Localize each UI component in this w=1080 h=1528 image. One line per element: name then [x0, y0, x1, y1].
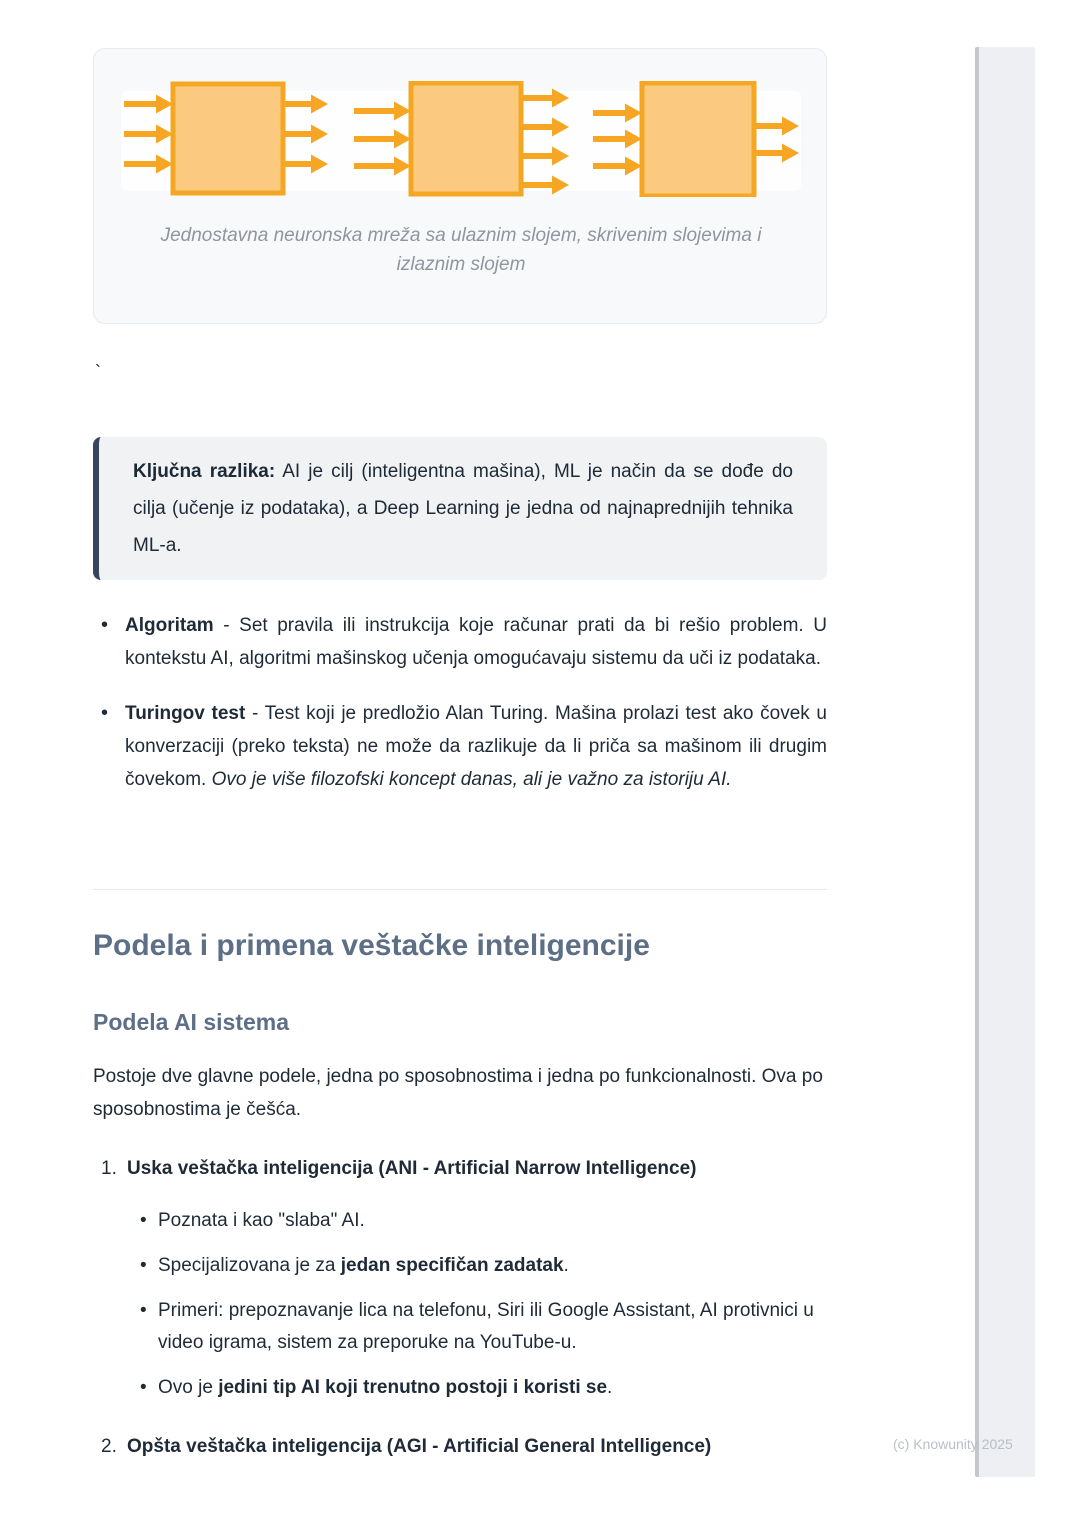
- ani-sublist: [93, 1205, 827, 1404]
- subsection-heading: Podela AI sistema: [93, 1009, 290, 1035]
- term-turingov-test-note: Ovo je više filozofski koncept danas, ali je važno za istoriju AI.: [211, 769, 732, 790]
- list-marker-1: 1.: [101, 1158, 117, 1179]
- ani-point-2: • Specijalizovana je za jedan specifičan zadatak.: [158, 1250, 827, 1282]
- list-marker-2: 2.: [101, 1436, 117, 1457]
- ani-point-1: • Poznata i kao "slaba" AI.: [158, 1205, 827, 1237]
- scrollbar[interactable]: [975, 47, 1035, 1477]
- watermark-text: (c) Knowunity 2025: [893, 1436, 1013, 1452]
- term-turingov-test: Turingov test: [125, 703, 246, 724]
- term-algoritam: Algoritam: [125, 615, 214, 636]
- list-item-agi: [93, 1430, 827, 1463]
- ani-point-4: • Ovo je jedini tip AI koji trenutno postoji i koristi se.: [158, 1372, 827, 1404]
- agi-title: Opšta veštačka inteligencija (AGI - Artificial General Intelligence): [127, 1436, 712, 1457]
- callout-body: AI je cilj (inteligentna mašina), ML je način da se dođe do cilja (učenje iz podataka), a Deep Learning je jedna od najnaprednijih tehnika ML-a.: [133, 461, 793, 556]
- intro-paragraph: Postoje dve glavne podele, jedna po sposobnostima i jedna po funkcionalnosti. Ova po sposobnostima je češća.: [93, 1066, 823, 1120]
- callout-title: Ključna razlika:: [133, 461, 276, 482]
- term-algoritam-text: - Set pravila ili instrukcija koje računar prati da bi rešio problem. U kontekstu AI, algoritmi mašinskog učenja omogućavaju sistemu da uči iz podataka.: [125, 615, 827, 669]
- section-divider: [93, 889, 827, 890]
- term-turingov-test-text: - Test koji je predložio Alan Turing. Mašina prolazi test ako čovek u konverzaciji (preko teksta) ne može da razlikuje da li priča sa mašinom ili drugim čovekom.: [125, 703, 827, 790]
- diagram-caption: Jednostavna neuronska mreža sa ulaznim slojem, skrivenim slojevima i izlaznim slojem: [160, 225, 762, 275]
- list-item-turingov-test: [93, 697, 827, 796]
- callout-paragraph: [133, 453, 793, 564]
- ani-title: Uska veštačka inteligencija (ANI - Artificial Narrow Intelligence): [127, 1158, 697, 1179]
- list-item-ani: [93, 1152, 827, 1185]
- diagram-card: [93, 48, 827, 324]
- key-difference-callout: [93, 437, 827, 580]
- list-item-algoritam: [93, 609, 827, 675]
- stray-backtick-text: `: [95, 362, 101, 382]
- ani-point-3: • Primeri: prepoznavanje lica na telefonu, Siri ili Google Assistant, AI protivnici u video igrama, sistem za preporuke na YouTube-u.: [158, 1295, 827, 1359]
- section-heading: Podela i primena veštačke inteligencije: [93, 929, 650, 962]
- definition-list: [93, 609, 827, 818]
- neural-network-diagram-svg: [121, 81, 801, 197]
- ai-types-list: [93, 1152, 827, 1463]
